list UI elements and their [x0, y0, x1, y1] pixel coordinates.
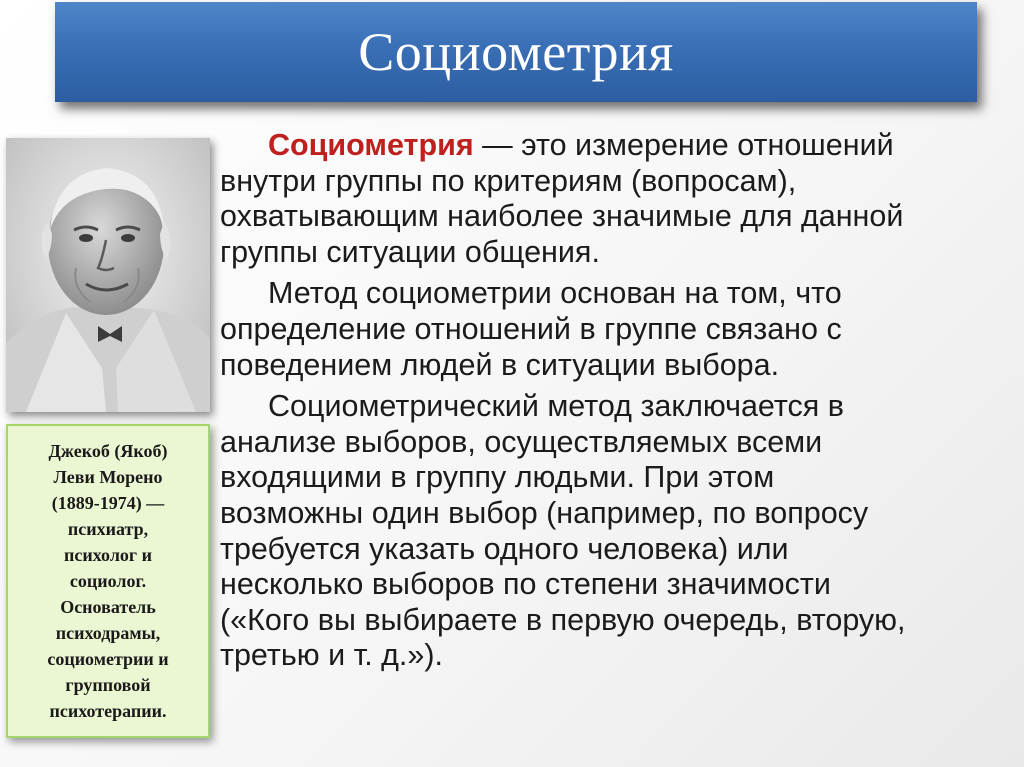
- text-line: («Кого вы выбираете в первую очередь, вторую,: [220, 602, 906, 637]
- caption-line: групповой: [65, 675, 151, 695]
- text-line: возможны один выбор (например, по вопросу: [220, 495, 869, 530]
- caption-line: психотерапии.: [49, 701, 167, 721]
- text-fragment: — это измерение отношений: [473, 128, 894, 162]
- term-highlight: Социометрия: [268, 128, 474, 162]
- text-line: третью и т. д.»).: [220, 638, 444, 673]
- paragraph-procedure: [220, 389, 1010, 674]
- paragraph-definition: [220, 128, 1010, 270]
- text-line: Социометрический метод заключается в: [268, 389, 844, 424]
- text-line: Метод социометрии основан на том, что: [268, 276, 842, 311]
- text-line: внутри группы по критериям (вопросам),: [220, 163, 797, 198]
- caption-line: Леви Морено: [53, 467, 163, 487]
- caption-line: социометрии и: [47, 649, 169, 669]
- caption-line: психиатр,: [67, 519, 149, 539]
- text-line: несколько выборов по степени значимости: [220, 567, 831, 602]
- text-line: [220, 128, 1010, 164]
- text-line: группы ситуации общения.: [220, 234, 600, 269]
- text-line: охватывающим наиболее значимые для данной: [220, 199, 904, 234]
- caption-line: Джекоб (Якоб): [48, 441, 168, 461]
- caption-box: [6, 424, 210, 738]
- text-line: поведением людей в ситуации выбора.: [220, 347, 780, 382]
- portrait-photo-icon: [6, 138, 210, 412]
- caption-line: психодрамы,: [55, 623, 161, 643]
- title-bar: [55, 2, 977, 102]
- slide-title: Социометрия: [358, 22, 674, 82]
- caption-line: Основатель: [60, 597, 156, 617]
- portrait-image: [6, 138, 210, 412]
- text-line: входящими в группу людьми. При этом: [220, 460, 775, 495]
- paragraph-method: [220, 276, 1010, 383]
- caption-line: психолог и: [64, 545, 152, 565]
- text-line: определение отношений в группе связано с: [220, 311, 842, 346]
- body-text: [220, 128, 1010, 680]
- text-line: анализе выборов, осуществляемых всеми: [220, 424, 823, 459]
- caption-line: социолог.: [69, 571, 147, 591]
- caption-line: (1889-1974) —: [51, 493, 165, 513]
- text-line: требуется указать одного человека) или: [220, 531, 789, 566]
